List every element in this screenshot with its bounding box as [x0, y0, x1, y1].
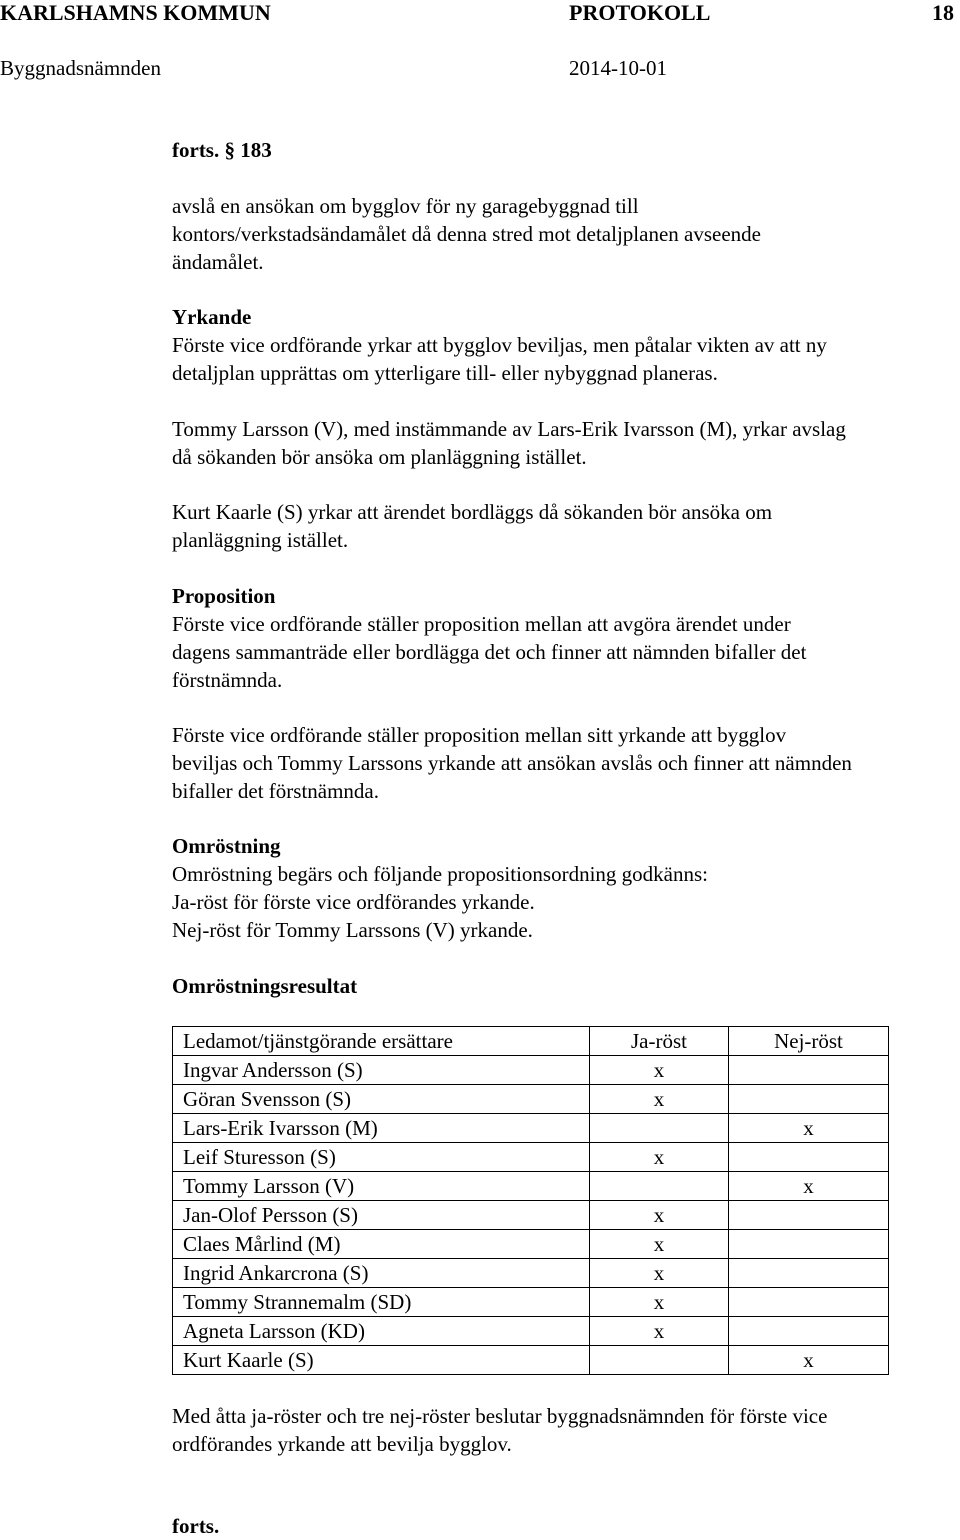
column-header-yes: Ja-röst	[590, 1027, 729, 1056]
text-line: detaljplan upprättas om ytterligare till- eller nybyggnad planeras.	[172, 361, 718, 385]
member-name: Claes Mårlind (M)	[173, 1230, 590, 1259]
table-row	[173, 1317, 889, 1346]
yes-vote-cell: x	[590, 1085, 729, 1114]
text-line: ordförandes yrkande att bevilja bygglov.	[172, 1432, 512, 1456]
yrkande-paragraph-3	[172, 498, 960, 554]
section-heading-proposition: Proposition	[172, 584, 276, 608]
no-vote-cell	[729, 1230, 889, 1259]
proposition-paragraph-2	[172, 721, 960, 805]
table-row	[173, 1172, 889, 1201]
table-header-row	[173, 1027, 889, 1056]
proposition-paragraph-1	[172, 610, 960, 694]
text-line: Förste vice ordförande ställer proposition mellan sitt yrkande att bygglov	[172, 723, 787, 747]
text-line: Tommy Larsson (V), med instämmande av Lars-Erik Ivarsson (M), yrkar avslag	[172, 417, 846, 441]
yrkande-paragraph-1	[172, 331, 960, 387]
meeting-date: 2014-10-01	[569, 56, 667, 80]
no-vote-cell: x	[729, 1172, 889, 1201]
text-line: Omröstning begärs och följande propositionsordning godkänns:	[172, 862, 709, 886]
text-line: Ja-röst för förste vice ordförandes yrkande.	[172, 890, 535, 914]
vote-result-table	[172, 1026, 889, 1375]
yes-vote-cell: x	[590, 1259, 729, 1288]
text-line: Med åtta ja-röster och tre nej-röster beslutar byggnadsnämnden för förste vice	[172, 1404, 828, 1428]
yes-vote-cell: x	[590, 1056, 729, 1085]
text-line: då sökanden bör ansöka om planläggning istället.	[172, 445, 587, 469]
no-vote-cell: x	[729, 1114, 889, 1143]
omrostning-paragraph	[172, 860, 960, 944]
member-name: Tommy Strannemalm (SD)	[173, 1288, 590, 1317]
yes-vote-cell	[590, 1172, 729, 1201]
text-line: förstnämnda.	[172, 668, 283, 692]
table-row	[173, 1230, 889, 1259]
member-name: Kurt Kaarle (S)	[173, 1346, 590, 1375]
yes-vote-cell	[590, 1114, 729, 1143]
member-name: Göran Svensson (S)	[173, 1085, 590, 1114]
conclusion-paragraph	[172, 1402, 960, 1458]
text-line: ändamålet.	[172, 250, 264, 274]
yrkande-paragraph-2	[172, 415, 960, 471]
yes-vote-cell: x	[590, 1230, 729, 1259]
text-line: Förste vice ordförande ställer proposition mellan att avgöra ärendet under	[172, 612, 791, 636]
member-name: Agneta Larsson (KD)	[173, 1317, 590, 1346]
continuation-title: forts. § 183	[172, 138, 272, 162]
text-line: planläggning istället.	[172, 528, 349, 552]
text-line: Förste vice ordförande yrkar att bygglov beviljas, men påtalar vikten av att ny	[172, 333, 827, 357]
column-header-member: Ledamot/tjänstgörande ersättare	[173, 1027, 590, 1056]
no-vote-cell	[729, 1259, 889, 1288]
no-vote-cell	[729, 1317, 889, 1346]
table-row	[173, 1085, 889, 1114]
table-row	[173, 1201, 889, 1230]
board-name: Byggnadsnämnden	[0, 56, 161, 80]
yes-vote-cell: x	[590, 1288, 729, 1317]
yes-vote-cell: x	[590, 1201, 729, 1230]
member-name: Tommy Larsson (V)	[173, 1172, 590, 1201]
yes-vote-cell	[590, 1346, 729, 1375]
no-vote-cell	[729, 1085, 889, 1114]
member-name: Ingrid Ankarcrona (S)	[173, 1259, 590, 1288]
footer-continuation: forts.	[172, 1514, 220, 1538]
column-header-no: Nej-röst	[729, 1027, 889, 1056]
text-line: dagens sammanträde eller bordlägga det och finner att nämnden bifaller det	[172, 640, 807, 664]
table-row	[173, 1056, 889, 1085]
text-line: Nej-röst för Tommy Larssons (V) yrkande.	[172, 918, 533, 942]
text-line: kontors/verkstadsändamålet då denna stred mot detaljplanen avseende	[172, 222, 761, 246]
no-vote-cell	[729, 1288, 889, 1317]
no-vote-cell	[729, 1056, 889, 1085]
member-name: Leif Sturesson (S)	[173, 1143, 590, 1172]
municipality-name: KARLSHAMNS KOMMUN	[0, 0, 271, 25]
section-heading-omrostning: Omröstning	[172, 834, 281, 858]
table-row	[173, 1346, 889, 1375]
member-name: Jan-Olof Persson (S)	[173, 1201, 590, 1230]
text-line: Kurt Kaarle (S) yrkar att ärendet bordläggs då sökanden bör ansöka om	[172, 500, 773, 524]
yes-vote-cell: x	[590, 1317, 729, 1346]
document-type: PROTOKOLL	[569, 0, 711, 25]
member-name: Ingvar Andersson (S)	[173, 1056, 590, 1085]
table-row	[173, 1259, 889, 1288]
section-heading-resultat: Omröstningsresultat	[172, 974, 358, 998]
yes-vote-cell: x	[590, 1143, 729, 1172]
table-row	[173, 1114, 889, 1143]
text-line: avslå en ansökan om bygglov för ny garagebyggnad till	[172, 194, 639, 218]
text-line: bifaller det förstnämnda.	[172, 779, 380, 803]
no-vote-cell	[729, 1201, 889, 1230]
page-number: 18	[932, 0, 954, 25]
no-vote-cell: x	[729, 1346, 889, 1375]
intro-paragraph	[172, 192, 960, 276]
table-row	[173, 1288, 889, 1317]
section-heading-yrkande: Yrkande	[172, 305, 252, 329]
member-name: Lars-Erik Ivarsson (M)	[173, 1114, 590, 1143]
no-vote-cell	[729, 1143, 889, 1172]
table-row	[173, 1143, 889, 1172]
text-line: beviljas och Tommy Larssons yrkande att ansökan avslås och finner att nämnden	[172, 751, 852, 775]
